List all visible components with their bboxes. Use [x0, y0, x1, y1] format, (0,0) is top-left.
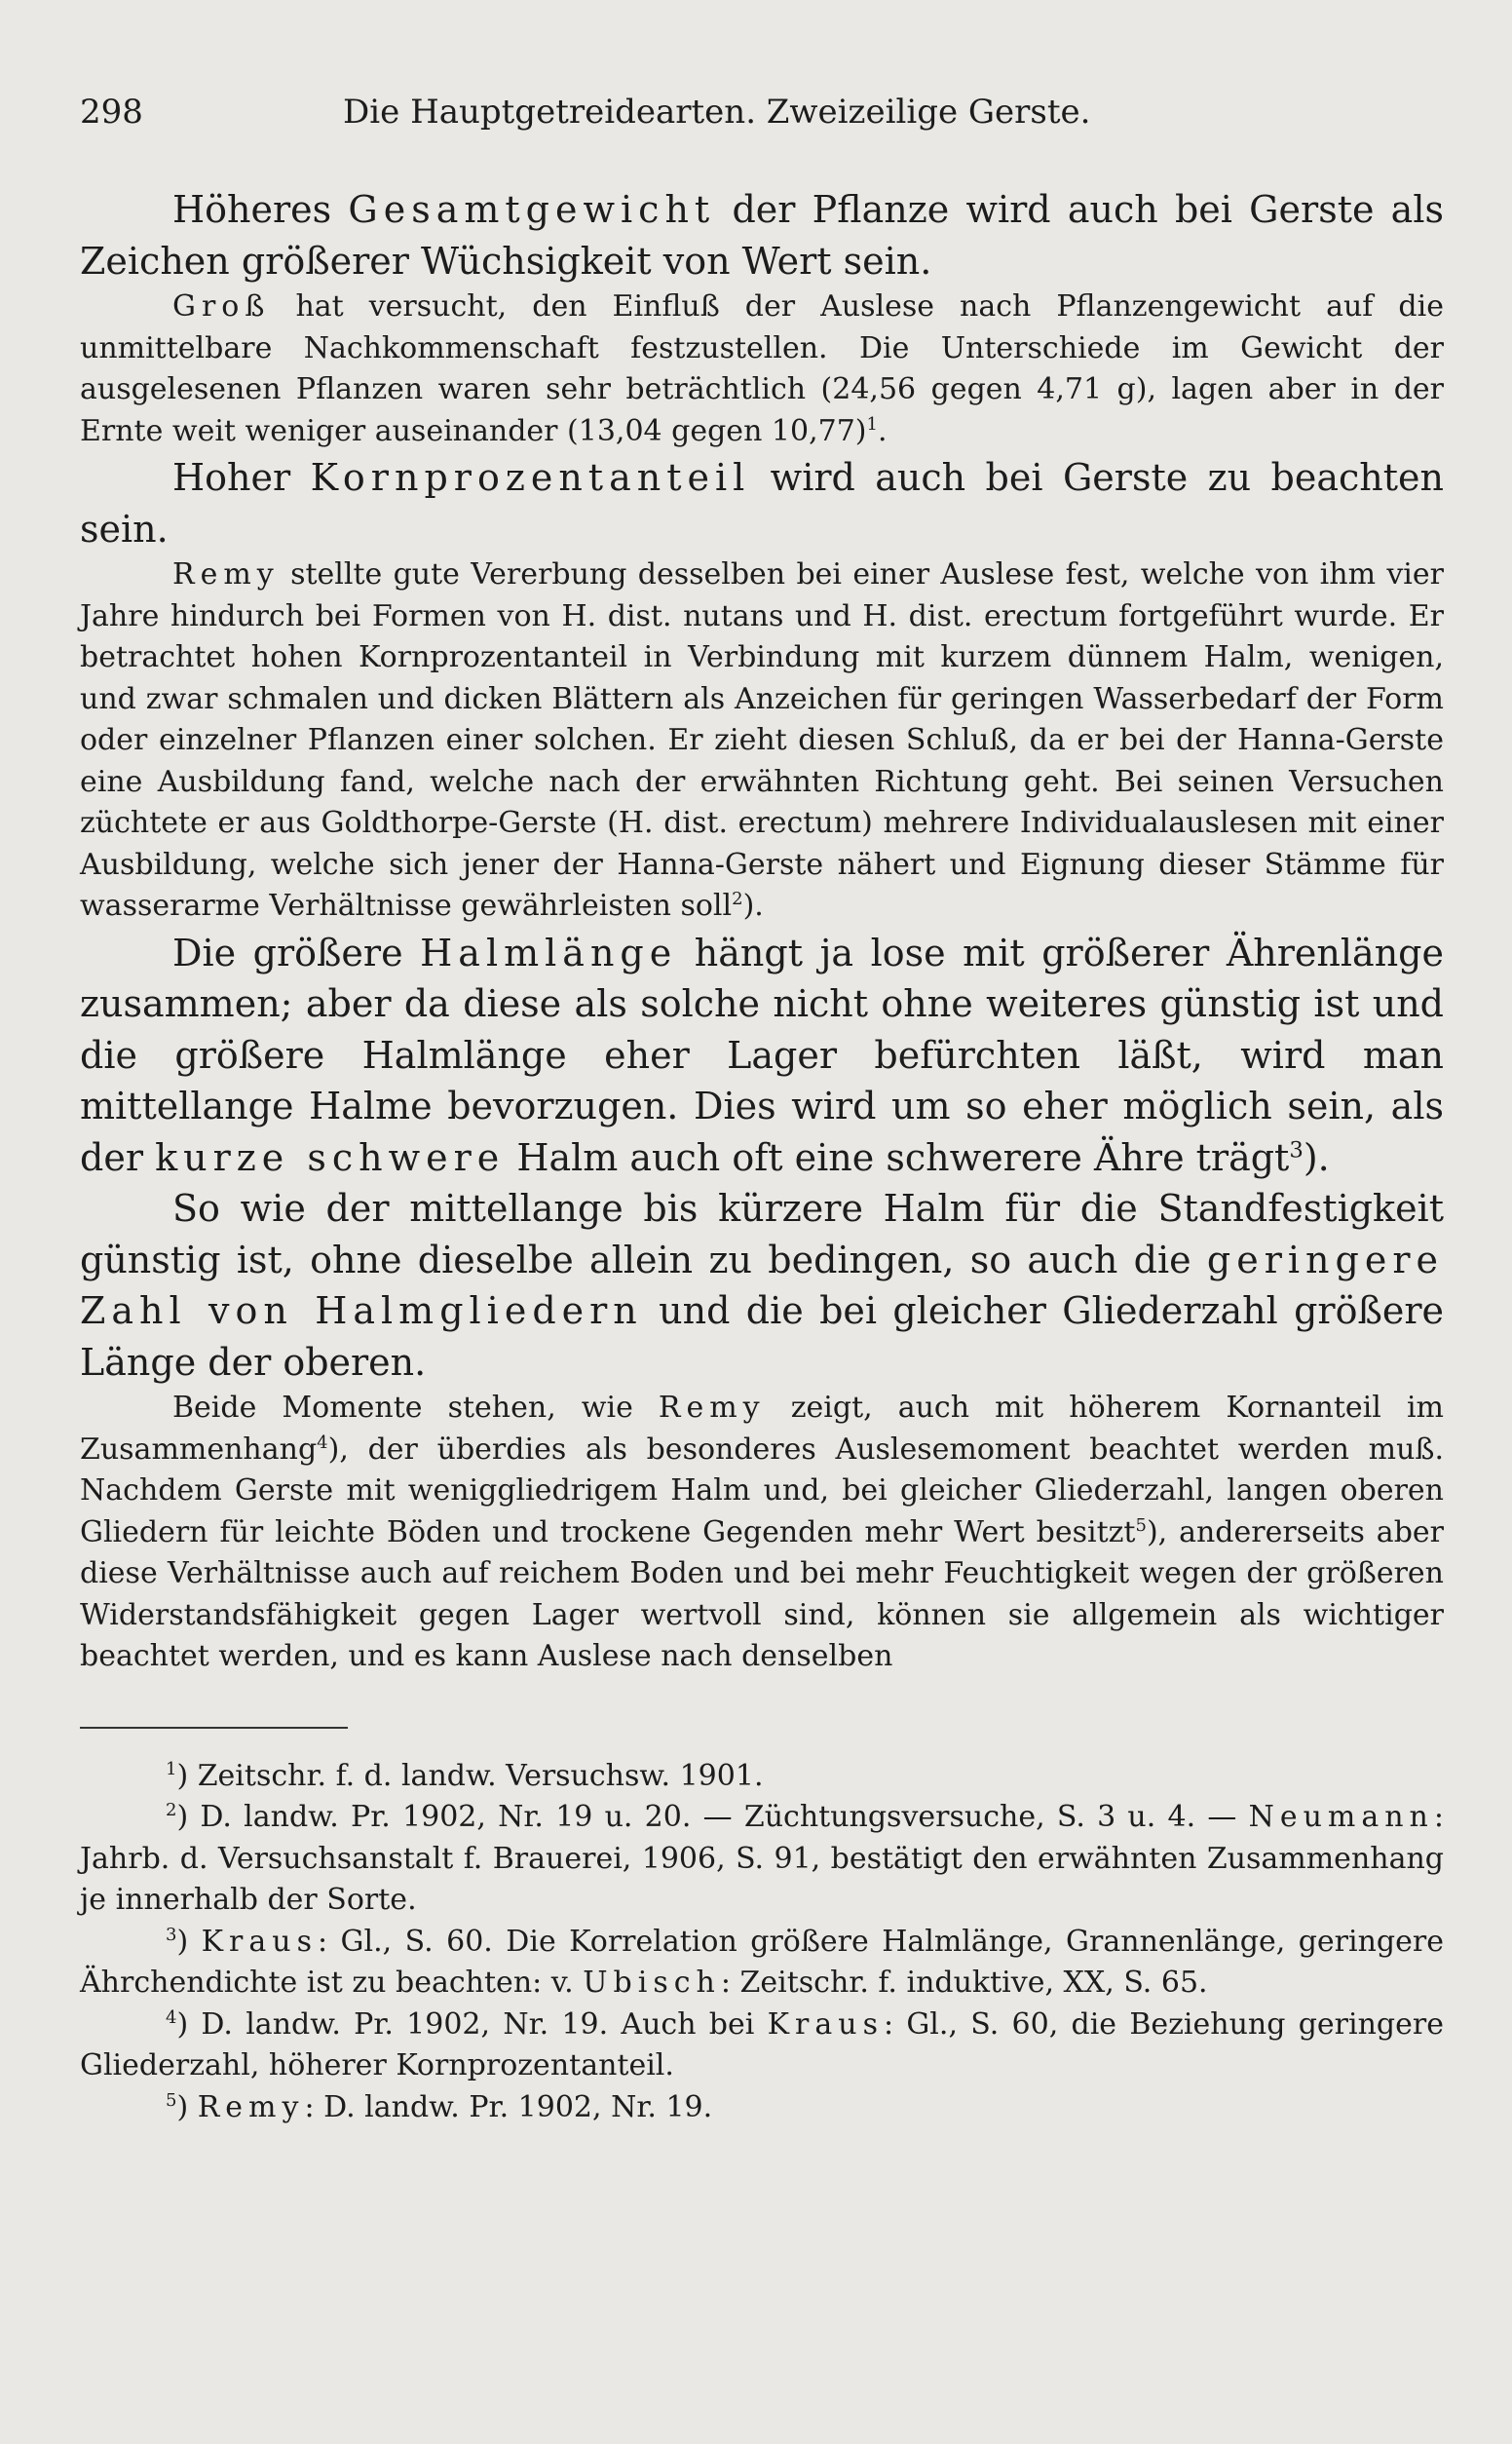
footnotes: [80, 1756, 1444, 2129]
footnote-5: [80, 2087, 1444, 2129]
footnote-4: [80, 2005, 1444, 2087]
author-name: Groß: [172, 289, 271, 324]
footnote-marker: 4: [317, 1432, 328, 1453]
paragraph-remy: [80, 554, 1444, 928]
text-run: ): [176, 2089, 198, 2124]
footnote-marker: 5: [1135, 1514, 1147, 1536]
paragraph-gross: [80, 286, 1444, 452]
text-run: : Gl., S. 60, die Beziehung geringere Gliederzahl, höherer Kornprozentanteil.: [80, 2006, 1444, 2082]
paragraph-kornprozentanteil: [80, 452, 1444, 554]
author-name: Kraus: [201, 1924, 318, 1959]
footnote-number: 4: [166, 2006, 177, 2028]
footnote-number: 3: [166, 1924, 177, 1945]
text-run: und die bei gleicher Gliederzahl größere Länge der oberen.: [80, 1289, 1444, 1384]
text-run: hängt ja lose mit größerer Ährenlänge zusammen; aber da diese als solche nicht ohne weiteres günstig ist und die größere Halmlänge eher Lager befürchten läßt, wird man mittellange Halme bevorzugen. Dies wird um so eher möglich sein, als der: [80, 931, 1444, 1179]
paragraph-halmlaenge: [80, 928, 1444, 1184]
emphasis-term: kurze schwere: [155, 1135, 506, 1179]
running-title: Die Hauptgetreidearten. Zweizeilige Gerste.: [343, 93, 1091, 132]
author-name: Remy: [658, 1391, 766, 1425]
text-run: Höheres: [172, 188, 349, 231]
text-run: So wie der mittellange bis kürzere Halm für die Standfestigkeit günstig ist, ohne dieselbe allein zu bedingen, so auch die: [80, 1187, 1444, 1281]
text-run: .: [877, 413, 888, 448]
text-run: : Zeitschr. f. induktive, XX, S. 65.: [720, 1966, 1208, 2000]
emphasis-term: Gesamtgewicht: [348, 188, 716, 231]
footnote-marker: 2: [732, 889, 743, 909]
text-run: stellte gute Vererbung desselben bei einer Auslese fest, welche von ihm vier Jahre hindurch bei Formen von H. dist. nutans und H. dist. erectum fortgeführt wurde. Er betrachtet hohen Kornprozentanteil in Verbindung mit kurzem dünnem Halm, wenigen, und zwar schmalen und dicken Blättern als Anzeichen für geringen Wasserbedarf der Form oder einzelner Pflanzen einer solchen. Er zieht diesen Schluß, da er bei der Hanna-Gerste eine Ausbildung fand, welche nach der erwähnten Richtung geht. Bei seinen Versuchen züchtete er aus Goldthorpe-Gerste (H. dist. erectum) mehrere Individualauslesen mit einer Ausbildung, welche sich jener der Hanna-Gerste nähert und Eignung dieser Stämme für wasserarme Verhältnisse gewährleisten soll: [80, 557, 1444, 923]
page-header: [80, 93, 1444, 134]
page-number: 298: [80, 93, 143, 132]
emphasis-term: Halmlänge: [420, 931, 678, 974]
text-run: ), andererseits aber diese Verhältnisse auch auf reichem Boden und bei mehr Feuchtigkeit wegen der größeren Widerstandsfähigkeit gegen Lager wertvoll sind, können sie allgemein als wichtiger beachtet werden, und es kann Auslese nach denselben: [80, 1514, 1444, 1673]
footnote-number: 1: [166, 1758, 177, 1779]
text-run: : D. landw. Pr. 1902, Nr. 19.: [304, 2089, 713, 2124]
author-name: Neumann: [1248, 1800, 1434, 1834]
text-run: ) D. landw. Pr. 1902, Nr. 19. Auch bei: [176, 2006, 768, 2042]
text-run: ).: [1303, 1135, 1330, 1179]
text-run: ).: [742, 889, 764, 923]
footnote-1: [80, 1756, 1444, 1798]
text-run: hat versucht, den Einfluß der Auslese nach Pflanzengewicht auf die unmittelbare Nachkommenschaft festzustellen. Die Unterschiede im Gewicht der ausgelesenen Pflanzen waren sehr beträchtlich (24,56 gegen 4,71 g), lagen aber in der Ernte weit weniger auseinander (13,04 gegen 10,77): [80, 289, 1444, 448]
text-run: : Gl., S. 60. Die Korrelation größere Halmlänge, Grannenlänge, geringere Ährchendichte ist zu beachten: v.: [80, 1924, 1444, 2000]
text-run: Die größere: [172, 931, 421, 974]
text-run: Halm auch oft eine schwerere Ähre trägt: [505, 1135, 1290, 1179]
paragraph-halmglieder: [80, 1183, 1444, 1388]
emphasis-term: geringere Zahl von Halmgliedern: [80, 1238, 1444, 1332]
paragraph-gesamtgewicht: [80, 184, 1444, 286]
author-name: Remy: [172, 557, 280, 592]
text-run: zeigt, auch mit höherem Kornanteil im Zusammenhang: [80, 1391, 1444, 1467]
text-run: Hoher: [172, 456, 311, 499]
footnote-2: [80, 1797, 1444, 1922]
author-name: Kraus: [767, 2006, 884, 2042]
text-run: der Pflanze wird auch bei Gerste als Zeichen größerer Wüchsigkeit von Wert sein.: [80, 188, 1444, 283]
footnote-3: [80, 1922, 1444, 2005]
footnote-number: 5: [166, 2089, 177, 2111]
footnote-number: 2: [166, 1800, 177, 1820]
author-name: Ubisch: [583, 1966, 721, 2000]
text-run: ) Zeitschr. f. d. landw. Versuchsw. 1901.: [176, 1758, 764, 1793]
footnote-marker: 3: [1289, 1136, 1304, 1163]
text-run: : Jahrb. d. Versuchsanstalt f. Brauerei, 1906, S. 91, bestätigt den erwähnten Zusammenhang je innerhalb der Sorte.: [80, 1800, 1444, 1917]
paragraph-beide-momente: [80, 1388, 1444, 1678]
emphasis-term: Kornprozentanteil: [310, 456, 751, 499]
footnote-marker: 1: [866, 413, 878, 435]
text-run: wird auch bei Gerste zu beachten sein.: [80, 456, 1444, 551]
text-run: ), der überdies als besonderes Auslesemoment beachtet werden muß. Nachdem Gerste mit weniggliedrigem Halm und, bei gleicher Gliederzahl, langen oberen Gliedern für leichte Böden und trockene Gegenden mehr Wert besitzt: [80, 1432, 1444, 1549]
text-run: Beide Momente stehen, wie: [172, 1391, 659, 1425]
text-run: ): [176, 1924, 202, 1959]
author-name: Remy: [197, 2089, 305, 2124]
footnote-divider: [80, 1727, 348, 1729]
text-run: ) D. landw. Pr. 1902, Nr. 19 u. 20. — Züchtungsversuche, S. 3 u. 4. —: [176, 1800, 1249, 1834]
